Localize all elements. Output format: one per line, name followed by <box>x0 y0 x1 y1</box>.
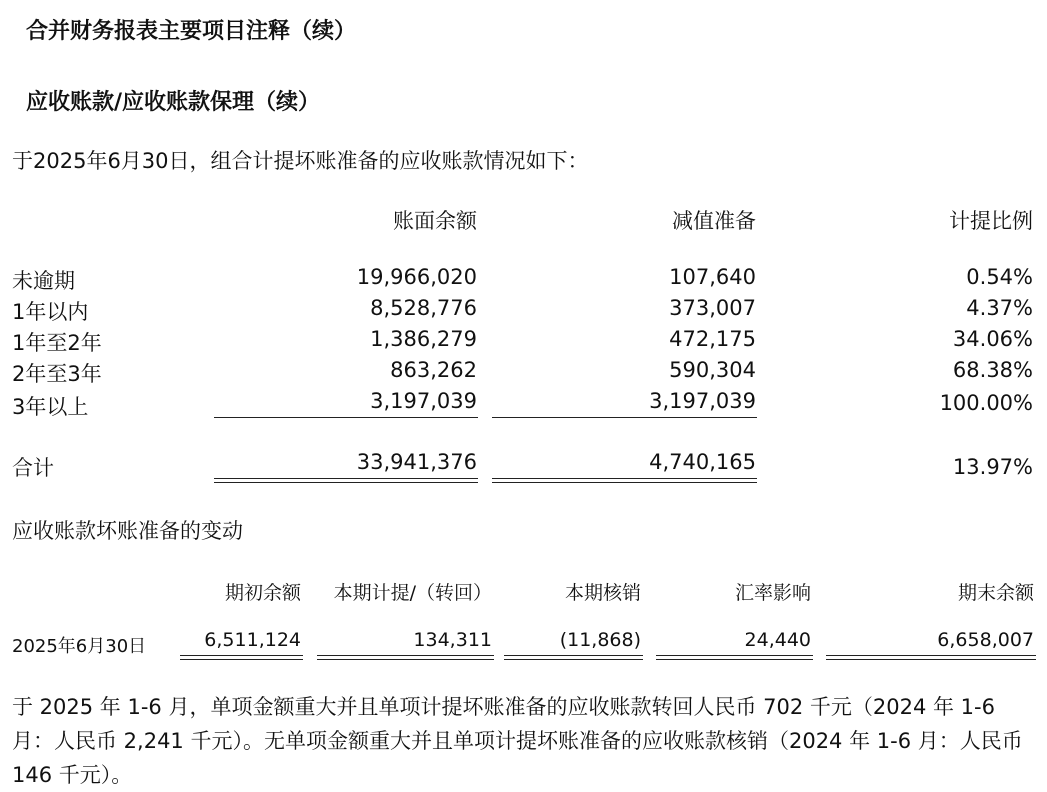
total-double-rule <box>492 478 757 483</box>
cell-impairment: 3,197,039 <box>649 389 756 413</box>
cell-closing: 6,658,007 <box>937 629 1034 651</box>
cell-ratio: 34.06% <box>952 327 1033 351</box>
section-heading: 合并财务报表主要项目注释（续） <box>26 19 357 44</box>
row-label: 2025年6月30日 <box>12 636 147 657</box>
row-label: 2年至3年 <box>12 362 102 386</box>
col-header-opening: 期初余额 <box>224 582 301 604</box>
double-rule <box>180 655 303 660</box>
cell-ratio: 100.00% <box>939 391 1033 415</box>
col-header-provision: 本期计提/（转回） <box>333 582 492 604</box>
double-rule <box>317 655 494 660</box>
cell-book-balance: 1,386,279 <box>370 327 477 351</box>
cell-impairment: 472,175 <box>669 327 756 351</box>
subtotal-rule <box>492 417 757 418</box>
row-label: 1年以内 <box>12 300 89 324</box>
cell-opening: 6,511,124 <box>204 629 301 651</box>
row-label: 3年以上 <box>12 395 89 419</box>
intro-text: 于2025年6月30日，组合计提坏账准备的应收账款情况如下： <box>12 149 589 173</box>
cell-impairment: 590,304 <box>669 358 756 382</box>
cell-book-balance: 8,528,776 <box>370 296 477 320</box>
cell-ratio: 4.37% <box>966 296 1033 320</box>
cell-book-balance: 863,262 <box>390 358 477 382</box>
col-header-closing: 期末余额 <box>957 582 1034 604</box>
section-title: 应收账款坏账准备的变动 <box>12 519 243 543</box>
subtotal-rule <box>214 417 478 418</box>
total-label: 合计 <box>12 456 54 480</box>
note-paragraph: 于 2025 年 1-6 月，单项金额重大并且单项计提坏账准备的应收账款转回人民币 702 千元（2024 年 1-6 月：人民币 2,241 千元）。无单项金额重大并且单项计提坏账准备的应收账款核销（2024 年 1-6 月：人民币 146 千元）。 <box>12 695 1023 787</box>
total-impairment: 4,740,165 <box>649 450 756 474</box>
cell-writeoff: (11,868) <box>559 629 641 651</box>
total-ratio: 13.97% <box>952 455 1033 479</box>
cell-impairment: 373,007 <box>669 296 756 320</box>
col-header-writeoff: 本期核销 <box>564 582 641 604</box>
double-rule <box>656 655 813 660</box>
double-rule <box>504 655 643 660</box>
subsection-heading: 应收账款/应收账款保理（续） <box>26 90 321 115</box>
col-header-impairment: 减值准备 <box>672 209 756 233</box>
row-label: 未逾期 <box>12 269 75 293</box>
row-label: 1年至2年 <box>12 331 102 355</box>
double-rule <box>826 655 1036 660</box>
col-header-fx: 汇率影响 <box>734 582 811 604</box>
total-book-balance: 33,941,376 <box>356 450 477 474</box>
cell-impairment: 107,640 <box>669 265 756 289</box>
cell-fx: 24,440 <box>744 629 811 651</box>
total-double-rule <box>214 478 478 483</box>
cell-ratio: 68.38% <box>952 358 1033 382</box>
cell-ratio: 0.54% <box>966 265 1033 289</box>
cell-book-balance: 3,197,039 <box>370 389 477 413</box>
col-header-book-balance: 账面余额 <box>393 209 477 233</box>
col-header-ratio: 计提比例 <box>949 209 1033 233</box>
cell-provision: 134,311 <box>413 629 492 651</box>
cell-book-balance: 19,966,020 <box>356 265 477 289</box>
